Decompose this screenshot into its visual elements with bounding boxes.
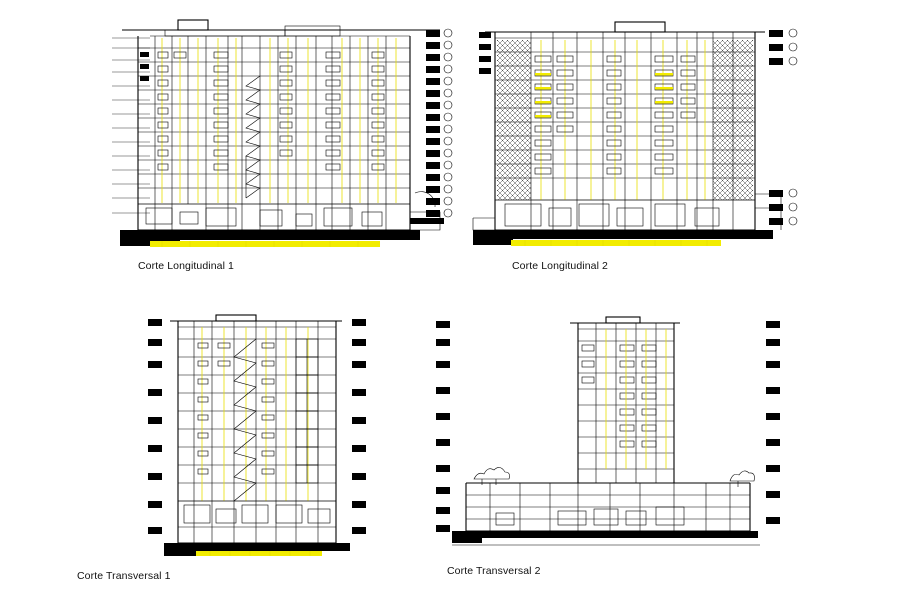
section-drawing-3 xyxy=(130,305,390,560)
foundation-band-4 xyxy=(452,531,758,538)
hatch-facade-left-2 xyxy=(497,40,531,200)
panel-corte-transversal-1 xyxy=(130,305,390,560)
foundation-band-3 xyxy=(164,543,350,551)
tree-icon-right xyxy=(730,471,754,487)
section-drawing-1 xyxy=(110,8,455,253)
panel-corte-longitudinal-1 xyxy=(110,8,455,253)
foundation-band-2 xyxy=(473,230,773,239)
grid-tags-right-2 xyxy=(769,29,797,225)
grid-tags-right-1 xyxy=(426,29,452,217)
grid-tags-left-1 xyxy=(140,52,149,81)
section-drawing-2 xyxy=(465,8,810,253)
foundation-band-1 xyxy=(120,230,420,240)
caption-panel-2: Corte Longitudinal 2 xyxy=(512,260,608,272)
tree-icon-left xyxy=(474,467,510,485)
grid-tags-left-4 xyxy=(436,321,450,532)
caption-panel-3: Corte Transversal 1 xyxy=(77,570,171,582)
section-drawing-4 xyxy=(430,305,790,555)
grid-tags-left-2 xyxy=(479,32,491,74)
caption-panel-4: Corte Transversal 2 xyxy=(447,565,541,577)
panel-corte-transversal-2 xyxy=(430,305,790,555)
grid-tags-left-3 xyxy=(148,319,162,534)
caption-panel-1: Corte Longitudinal 1 xyxy=(138,260,234,272)
panel-corte-longitudinal-2 xyxy=(465,8,810,253)
grid-tags-right-4 xyxy=(766,321,780,524)
grid-tags-right-3 xyxy=(352,319,366,534)
